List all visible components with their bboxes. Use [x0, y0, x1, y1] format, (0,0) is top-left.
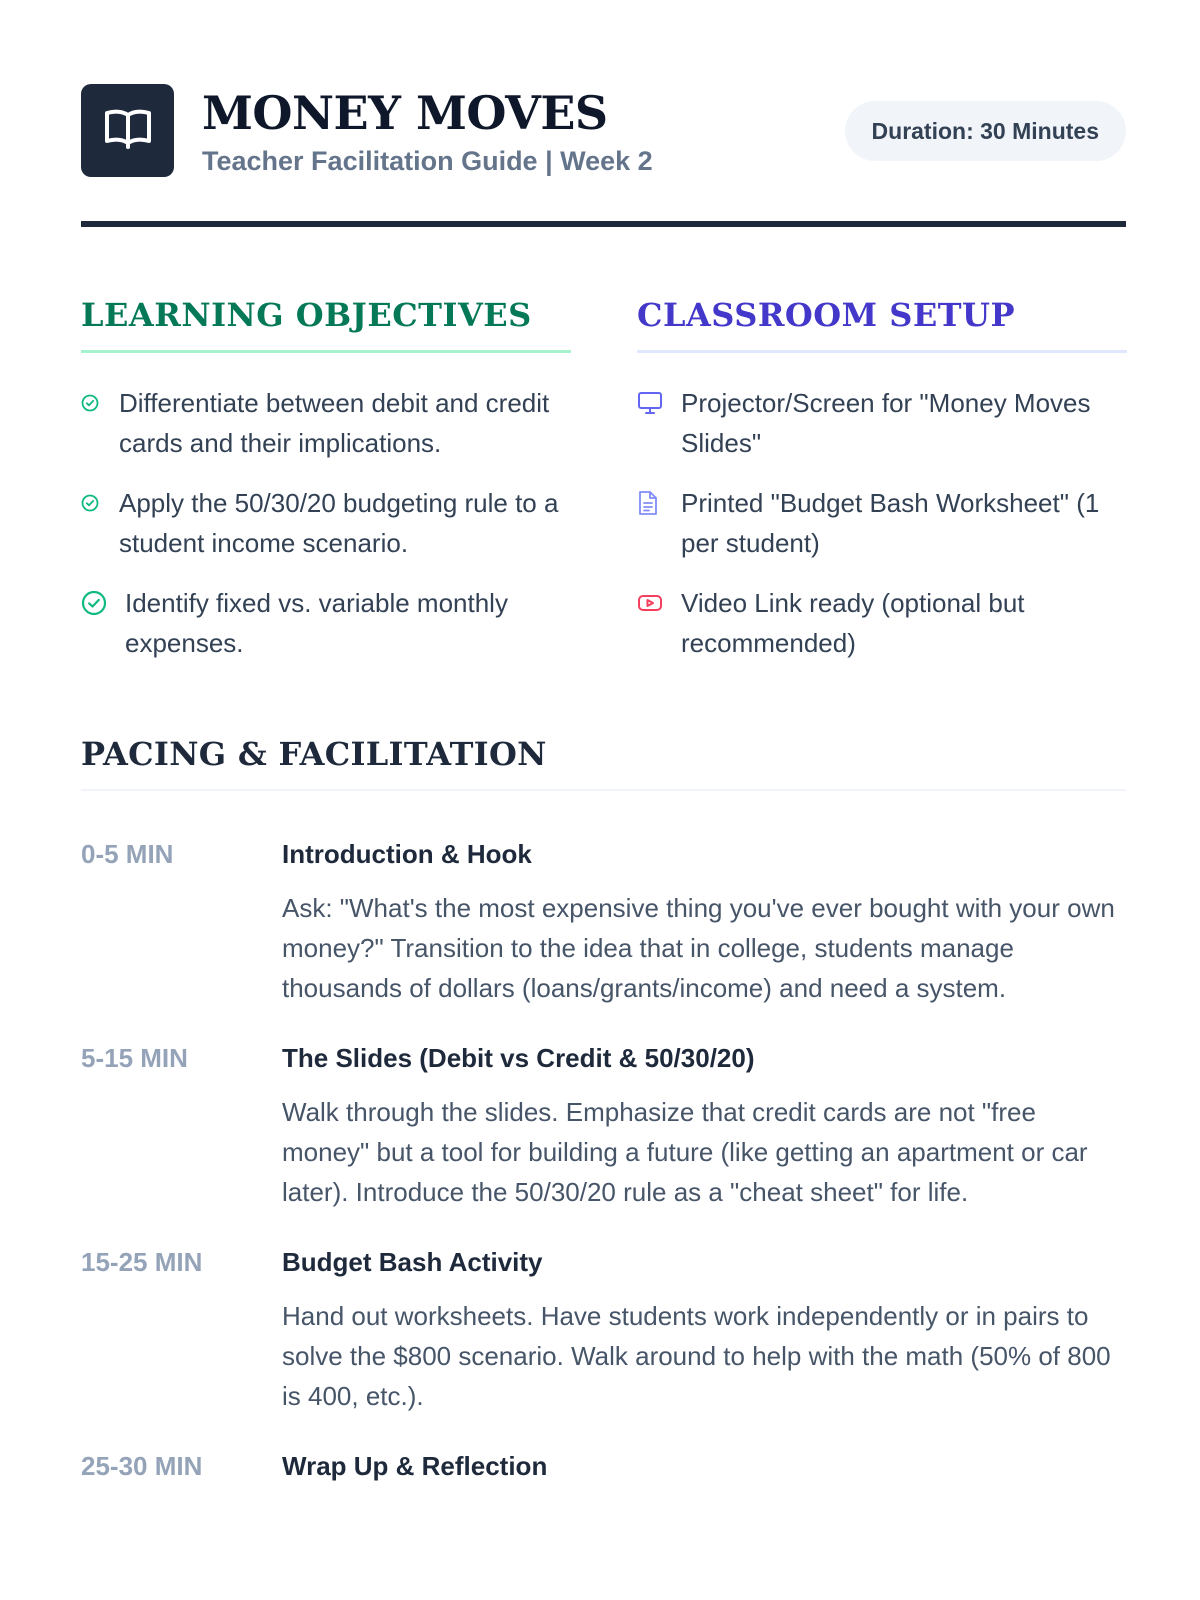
step-description: Walk through the slides. Emphasize that credit cards are not "free money" but a tool for building a future (like getting an apartment or car later). Introduce the 50/30/20 rule as a "cheat sheet" for life.: [282, 1097, 1088, 1207]
step-title: Introduction & Hook: [282, 839, 532, 869]
objective-text: Differentiate between debit and credit cards and their implications.: [119, 388, 550, 458]
check-circle-icon: [81, 583, 109, 623]
pacing-step: [81, 1042, 1126, 1212]
step-body: [282, 1042, 1126, 1212]
header-divider: [81, 221, 1126, 227]
pacing-step: [81, 838, 1126, 1008]
duration-badge: Duration: 30 Minutes: [845, 101, 1126, 161]
page-title: MONEY MOVES: [202, 86, 608, 140]
video-icon: [637, 583, 665, 623]
step-time: 25-30 MIN: [81, 1451, 203, 1481]
setup-item: [637, 383, 1127, 463]
monitor-icon: [637, 383, 665, 423]
open-book-icon: [103, 106, 153, 155]
objective-text: Apply the 50/30/20 budgeting rule to a student income scenario.: [119, 488, 559, 558]
setup-item: [637, 483, 1127, 563]
classroom-setup-section: [637, 296, 1127, 683]
learning-objectives-heading: LEARNING OBJECTIVES: [81, 296, 571, 353]
step-title: Wrap Up & Reflection: [282, 1451, 548, 1481]
step-body: [282, 1246, 1126, 1416]
step-time: 15-25 MIN: [81, 1247, 203, 1277]
setup-item: [637, 583, 1127, 663]
pacing-step: [81, 1246, 1126, 1416]
objective-item: [81, 383, 571, 463]
step-time: 0-5 MIN: [81, 839, 174, 869]
step-time: 5-15 MIN: [81, 1043, 188, 1073]
step-description: Hand out worksheets. Have students work independently or in pairs to solve the $800 scenario. Walk around to help with the math (50% of 800 is 400, etc.).: [282, 1301, 1111, 1411]
step-body: [282, 1450, 1126, 1500]
objective-text: Identify fixed vs. variable monthly expenses.: [125, 588, 508, 658]
logo-badge: [81, 84, 174, 177]
setup-text: Projector/Screen for "Money Moves Slides": [681, 388, 1091, 458]
header: [81, 84, 1126, 180]
objective-item: [81, 483, 571, 563]
step-title: The Slides (Debit vs Credit & 50/30/20): [282, 1043, 755, 1073]
setup-text: Printed "Budget Bash Worksheet" (1 per student): [681, 488, 1100, 558]
page-subtitle: Teacher Facilitation Guide | Week 2: [202, 146, 653, 176]
pacing-steps: [81, 838, 1126, 1534]
setup-text: Video Link ready (optional but recommended): [681, 588, 1025, 658]
step-description: Ask: "What's the most expensive thing you've ever bought with your own money?" Transition to the idea that in college, students manage thousands of dollars (loans/grants/income) and need a system.: [282, 893, 1115, 1003]
step-body: [282, 838, 1126, 1008]
document-icon: [637, 483, 665, 523]
pacing-step: [81, 1450, 1126, 1500]
check-circle-icon: [81, 383, 101, 423]
step-title: Budget Bash Activity: [282, 1247, 543, 1277]
setup-list: [637, 383, 1127, 663]
objectives-list: [81, 383, 571, 663]
objective-item: [81, 583, 571, 663]
check-circle-icon: [81, 483, 101, 523]
learning-objectives-section: [81, 296, 571, 683]
pacing-heading: PACING & FACILITATION: [81, 735, 1126, 791]
classroom-setup-heading: CLASSROOM SETUP: [637, 296, 1127, 353]
